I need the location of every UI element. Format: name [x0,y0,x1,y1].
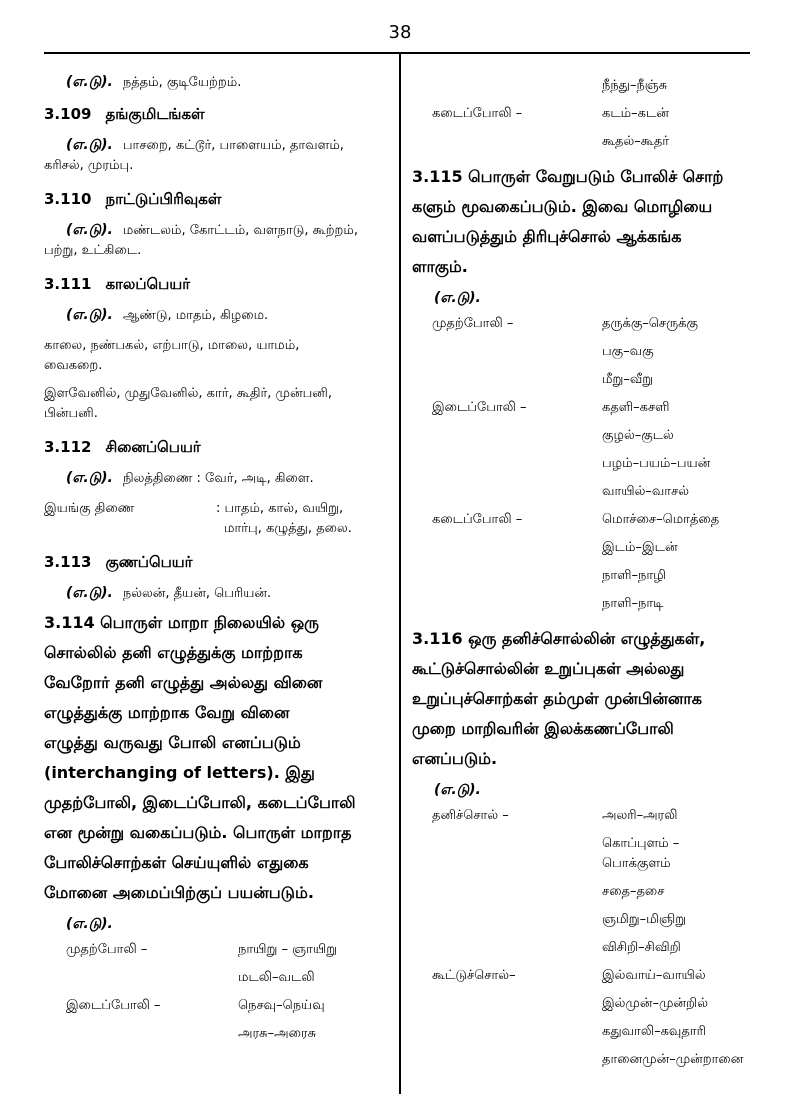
word-pair-key [412,454,602,474]
section-number: 3.111 [44,275,92,293]
word-pair-key [412,938,602,958]
definition-value: மார்பு, கழுத்து, தலை. [224,521,352,536]
section-number: 3.113 [44,553,92,571]
word-pair-key [412,882,602,902]
example-label: (எ.டு). [66,916,113,932]
paragraph-line: ளாகும். [412,257,468,276]
paragraph-line: வளப்படுத்தும் திரிபுச்சொல் ஆக்கங்க [412,227,682,246]
section-heading-3-112 [44,436,384,458]
definition-row [44,519,384,539]
body-text: வைகறை. [44,358,103,373]
word-pair-value: அலரி–அரலி [602,808,678,823]
paragraph-3-115 [412,162,752,282]
word-pair-row [412,482,752,502]
definition-key: இயங்கு திணை [44,501,135,516]
paragraph-line: 3.114 பொருள் மாறா நிலையில் ஒரு [44,613,319,632]
definition-row [44,499,384,519]
paragraph-line: முதற்போலி, இடைப்போலி, கடைப்போலி [44,793,356,812]
word-pair-row [412,510,752,530]
paragraph-line: கூட்டுச்சொல்லின் உறுப்புகள் அல்லது [412,659,685,678]
word-pair-value: கடம்–கடன் [602,106,669,121]
word-pair-row [412,882,752,902]
section-number: 3.109 [44,105,92,123]
example-label: (எ.டு). [434,290,481,306]
word-pair-key: இடைப்போலி – [432,400,527,415]
word-pair-row [412,834,752,874]
word-pair-row [412,1050,752,1070]
word-pair-key: கடைப்போலி – [432,106,523,121]
section-heading-3-111 [44,273,384,295]
left-column [44,72,384,1052]
example-label: (எ.டு). [66,307,113,323]
word-pair-value: நெசவு–நெய்வு [238,998,325,1013]
paragraph-line: உறுப்புச்சொற்கள் தம்முள் முன்பின்னாக [412,689,702,708]
example-text: நல்லன், தீயன், பெரியன். [122,586,272,601]
paragraph-line: வேறோர் தனி எழுத்து அல்லது வினை [44,673,323,692]
example-line [44,72,384,93]
word-pair-key [412,834,602,874]
paragraph-line: 3.116 ஒரு தனிச்சொல்லின் எழுத்துகள், [412,629,706,648]
section-heading-3-113 [44,551,384,573]
word-pair-key [412,482,602,502]
paragraph-line: சொல்லில் தனி எழுத்துக்கு மாற்றாக [44,643,303,662]
word-pair-value: நாளி–நாழி [602,568,666,583]
word-pair-row [412,538,752,558]
body-text: இளவேனில், முதுவேனில், கார், கூதிர், முன்பனி, [44,386,332,401]
word-pair-key [412,76,602,96]
example-line [44,583,384,604]
word-pair-key [412,426,602,446]
word-pair-value: குழல்–குடல் [602,428,674,443]
paragraph-line: 3.115 பொருள் வேறுபடும் போலிச் சொற் [412,167,724,186]
word-pair-value: விசிறி–சிவிறி [602,940,681,955]
definition-key-empty [44,519,224,539]
body-text: காலை, நண்பகல், எற்பாடு, மாலை, யாமம், [44,338,300,353]
example-line [44,135,384,156]
word-pair-row [412,370,752,390]
word-pair-value: சதை–தசை [602,884,665,899]
section-number: 3.112 [44,438,92,456]
example-label: (எ.டு). [66,470,113,486]
word-pair-value: நாளி–நாடி [602,596,664,611]
example-text: நத்தம், குடியேற்றம். [122,75,242,90]
word-pair-key [412,370,602,390]
word-pair-row [412,426,752,446]
word-pair-value: அரசு–அரைசு [238,1026,317,1041]
word-pair-value: தருக்கு–செருக்கு [602,316,698,331]
section-title: தங்குமிடங்கள் [105,105,205,123]
section-title: குணப்பெயர் [105,553,193,571]
word-pair-key [412,1050,602,1070]
example-text: : வேர், அடி, கிளை. [196,471,314,486]
paragraph-line: என மூன்று வகைப்படும். பொருள் மாறாத [44,823,352,842]
example-label: (எ.டு). [66,222,113,238]
word-pair-value: தானைமுன்–முன்றானை [602,1052,744,1067]
example-line [44,468,384,489]
word-pair-value: நீந்து–நீஞ்சு [602,78,668,93]
example-text: பாசறை, கட்டூர், பாளையம், தாவளம், [122,138,344,153]
paragraph-line: முறை மாறிவரின் இலக்கணப்போலி [412,719,674,738]
example-label: (எ.டு). [66,74,113,90]
word-pair-value: பகு–வகு [602,344,654,359]
word-pair-value: மடலி–வடலி [238,970,315,985]
word-pair-value: ஞமிறு–மிஞிறு [602,912,687,927]
example-text-continued: கரிசல், முரம்பு. [44,158,134,173]
word-pair-row [412,76,752,96]
word-pair-key [44,968,238,988]
body-text: பின்பனி. [44,406,98,421]
word-pair-value: இடம்–இடன் [602,540,678,555]
section-heading-3-110 [44,188,384,210]
word-pair-value: கதளி–கசளி [602,400,670,415]
word-pair-key [412,994,602,1014]
example-text-continued: பற்று, உட்கிடை. [44,243,142,258]
word-pair-row [412,594,752,614]
word-pair-row [44,940,384,960]
word-pair-value: கதுவாலி–கவுதாரி [602,1024,706,1039]
word-pair-row [44,968,384,988]
section-title: காலப்பெயர் [105,275,191,293]
word-pair-key [412,342,602,362]
example-line [44,220,384,241]
section-title: நாட்டுப்பிரிவுகள் [105,190,222,208]
word-pair-key: கடைப்போலி – [432,512,523,527]
word-pair-value: இல்முன்–முன்றில் [602,996,708,1011]
paragraph-3-116 [412,624,752,774]
paragraph-line: எனப்படும். [412,749,498,768]
word-pair-key [412,910,602,930]
paragraph-3-114 [44,608,384,908]
word-pair-row [412,566,752,586]
section-number: 3.110 [44,190,92,208]
paragraph-line: எழுத்துக்கு மாற்றாக வேறு வினை [44,703,290,722]
example-key: நிலத்திணை [122,471,193,486]
word-pair-value: பழம்–பயம்–பயன் [602,456,711,471]
word-pair-row [44,996,384,1016]
paragraph-line: எழுத்து வருவது போலி எனப்படும் [44,733,301,752]
word-pair-value: வாயில்–வாசல் [602,484,690,499]
word-pair-key [44,1024,238,1044]
example-line [44,305,384,326]
word-pair-key: முதற்போலி – [432,316,514,331]
word-pair-row [412,1022,752,1042]
word-pair-row [412,104,752,124]
word-pair-row [412,314,752,334]
paragraph-line: களும் மூவகைப்படும். இவை மொழியை [412,197,713,216]
paragraph-line: மோனை அமைப்பிற்குப் பயன்படும். [44,883,314,902]
word-pair-value: மீறு–வீறு [602,372,654,387]
column-divider [399,54,401,1094]
definition-value: : பாதம், கால், வயிறு, [216,501,344,516]
word-pair-key [412,538,602,558]
word-pair-key [412,566,602,586]
word-pair-value: நாயிறு – ஞாயிறு [238,942,338,957]
word-pair-row [412,342,752,362]
paragraph-line: போலிச்சொற்கள் செய்யுளில் எதுகை [44,853,309,872]
page-number: 38 [388,22,412,43]
word-pair-key: கூட்டுச்சொல்– [432,968,516,983]
example-text: ஆண்டு, மாதம், கிழமை. [122,308,269,323]
word-pair-row [412,910,752,930]
word-pair-value: கூதல்–கூதர் [602,134,670,149]
word-pair-key: முதற்போலி – [66,942,148,957]
word-pair-key: தனிச்சொல் – [432,808,509,823]
word-pair-key: இடைப்போலி – [66,998,161,1013]
word-pair-row [412,398,752,418]
section-heading-3-109 [44,103,384,125]
example-label: (எ.டு). [434,782,481,798]
word-pair-row [412,454,752,474]
word-pair-row [412,994,752,1014]
example-label: (எ.டு). [66,585,113,601]
section-title: சினைப்பெயர் [105,438,201,456]
header-rule [44,52,750,54]
word-pair-row [412,966,752,986]
word-pair-row [412,806,752,826]
word-pair-key [412,1022,602,1042]
word-pair-value: கொப்புளம் – பொக்குளம் [602,836,680,871]
word-pair-row [44,1024,384,1044]
example-text: மண்டலம், கோட்டம், வளநாடு, கூற்றம், [122,223,358,238]
word-pair-key [412,132,602,152]
word-pair-key [412,594,602,614]
word-pair-row [412,938,752,958]
word-pair-value: மொச்சை–மொத்தை [602,512,720,527]
word-pair-value: இல்வாய்–வாயில் [602,968,706,983]
right-column [412,76,752,1078]
paragraph-line: (interchanging of letters). இது [44,763,315,782]
example-label: (எ.டு). [66,137,113,153]
word-pair-row [412,132,752,152]
